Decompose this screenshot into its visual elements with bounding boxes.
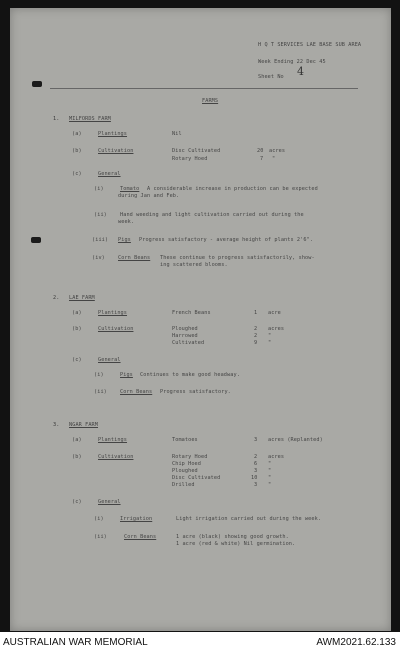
cultivation-qty: 9 (254, 340, 258, 346)
plantings-item: Tomatoes (172, 437, 198, 443)
plantings-qty: 3 (254, 437, 258, 443)
plantings-unit: acre (268, 310, 281, 316)
plantings-label: Plantings (98, 437, 128, 443)
cultivation-qty: 2 (254, 333, 258, 339)
cultivation-item: Ploughed (172, 468, 198, 474)
general-item-text: Progress satisfactory - average height of plants 2'6". (139, 237, 314, 243)
cultivation-qty: 2 (254, 454, 258, 460)
roman-numeral: (i) (94, 516, 104, 522)
header-rule (50, 88, 358, 89)
item-letter: (c) (72, 171, 82, 177)
cultivation-label: Cultivation (98, 454, 134, 460)
header-unit: H Q T SERVICES LAE BASE SUB AREA (258, 42, 362, 48)
cultivation-unit: " (268, 461, 272, 467)
roman-numeral: (iii) (92, 237, 109, 243)
cultivation-item: Harrowed (172, 333, 198, 339)
item-letter: (b) (72, 326, 82, 332)
cultivation-unit: " (268, 468, 272, 474)
footer-bar (0, 632, 400, 653)
general-item-text: Continues to make good headway. (140, 372, 240, 378)
cultivation-qty: 10 (251, 475, 258, 481)
document-page (10, 8, 391, 631)
sheet-label: Sheet No (258, 74, 284, 80)
plantings-item: French Beans (172, 310, 211, 316)
general-item-text: Progress satisfactory. (160, 389, 231, 395)
roman-numeral: (ii) (94, 212, 107, 218)
cultivation-unit: " (268, 482, 272, 488)
general-label: General (98, 357, 121, 363)
section-number: 2. (53, 295, 60, 301)
item-letter: (c) (72, 499, 82, 505)
section-title: LAE FARM (69, 295, 95, 301)
cultivation-qty: 20 (257, 148, 264, 154)
cultivation-qty: 7 (260, 156, 264, 162)
general-label: General (98, 499, 121, 505)
cultivation-item: Rotary Hoed (172, 156, 208, 162)
general-item-text: week. (118, 219, 135, 225)
general-item-label: Irrigation (120, 516, 153, 522)
roman-numeral: (iv) (92, 255, 105, 261)
cultivation-label: Cultivation (98, 148, 134, 154)
roman-numeral: (i) (94, 372, 104, 378)
general-item-text: 1 acre (red & white) Nil germination. (176, 541, 296, 547)
cultivation-unit: acres (268, 326, 285, 332)
item-letter: (a) (72, 437, 82, 443)
plantings-value: Nil (172, 131, 182, 137)
cultivation-unit: acres (269, 148, 286, 154)
general-item-label: Corn Beans (118, 255, 151, 261)
cultivation-item: Disc Cultivated (172, 475, 221, 481)
item-letter: (a) (72, 131, 82, 137)
cultivation-label: Cultivation (98, 326, 134, 332)
general-item-text: Light irrigation carried out during the week. (176, 516, 322, 522)
plantings-label: Plantings (98, 310, 128, 316)
plantings-unit: acres (Replanted) (268, 437, 323, 443)
cultivation-unit: " (268, 475, 272, 481)
cultivation-unit: " (272, 156, 276, 162)
cultivation-qty: 3 (254, 468, 258, 474)
cultivation-qty: 2 (254, 326, 258, 332)
footer-accession-number: AWM2021.62.133 (316, 637, 396, 648)
header-week: Week Ending 22 Dec 45 (258, 59, 326, 65)
cultivation-item: Cultivated (172, 340, 205, 346)
cultivation-item: Drilled (172, 482, 195, 488)
general-item-text: A considerable increase in production can be expected (147, 186, 318, 192)
punch-hole (32, 81, 42, 87)
general-item-label: Pigs (120, 372, 133, 378)
cultivation-item: Chip Hoed (172, 461, 202, 467)
general-item-label: Corn Beans (124, 534, 157, 540)
roman-numeral: (ii) (94, 534, 107, 540)
cultivation-unit: " (268, 340, 272, 346)
item-letter: (c) (72, 357, 82, 363)
footer-credit: AUSTRALIAN WAR MEMORIAL (3, 637, 148, 648)
general-item-text: Hand weeding and light cultivation carried out during the (120, 212, 304, 218)
roman-numeral: (i) (94, 186, 104, 192)
section-title: NGAR FARM (69, 422, 99, 428)
general-item-label: Pigs (118, 237, 131, 243)
item-letter: (b) (72, 454, 82, 460)
cultivation-qty: 6 (254, 461, 258, 467)
sheet-number-handwritten: 4 (297, 65, 305, 78)
general-item-text: ing scattered blooms. (160, 262, 228, 268)
cultivation-item: Ploughed (172, 326, 198, 332)
general-label: General (98, 171, 121, 177)
item-letter: (a) (72, 310, 82, 316)
cultivation-qty: 3 (254, 482, 258, 488)
page-title: FARMS (202, 98, 219, 104)
general-item-label: Tomato (120, 186, 140, 192)
general-item-text: during Jan and Feb. (118, 193, 180, 199)
cultivation-item: Rotary Hoed (172, 454, 208, 460)
cultivation-item: Disc Cultivated (172, 148, 221, 154)
general-item-text: These continue to progress satisfactorily, show- (160, 255, 315, 261)
section-number: 3. (53, 422, 60, 428)
roman-numeral: (ii) (94, 389, 107, 395)
cultivation-unit: " (268, 333, 272, 339)
section-title: MILFORDS FARM (69, 116, 111, 122)
plantings-label: Plantings (98, 131, 128, 137)
general-item-label: Corn Beans (120, 389, 153, 395)
item-letter: (b) (72, 148, 82, 154)
general-item-text: 1 acre (black) showing good growth. (176, 534, 289, 540)
section-number: 1. (53, 116, 60, 122)
cultivation-unit: acres (268, 454, 285, 460)
punch-hole (31, 237, 41, 243)
plantings-qty: 1 (254, 310, 258, 316)
